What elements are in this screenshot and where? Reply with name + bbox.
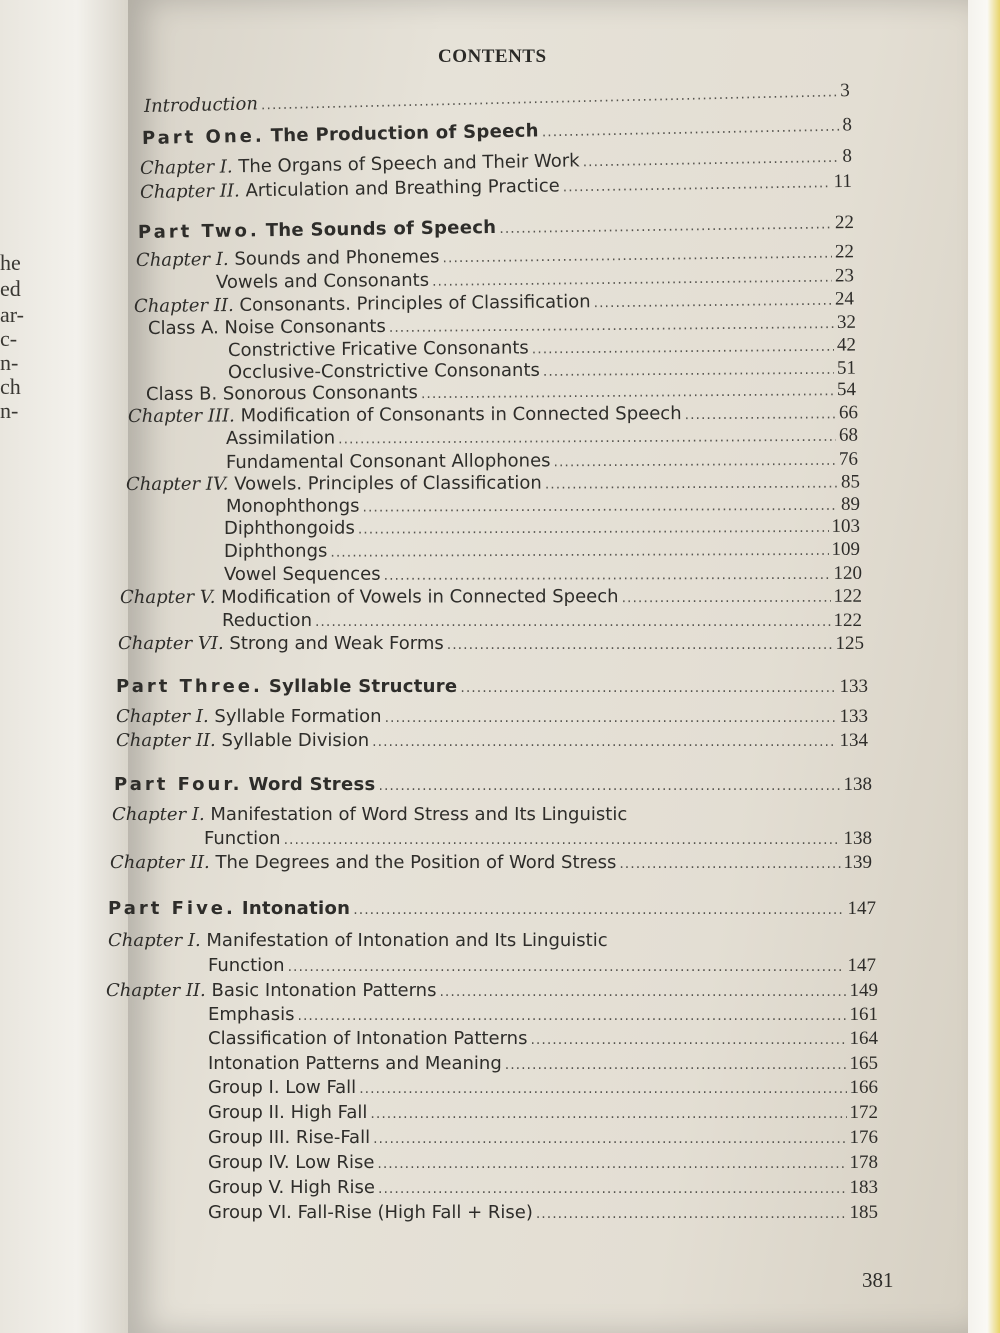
part-prefix: Part Three.: [116, 676, 263, 697]
entry-title: Vowels. Principles of Classification: [234, 472, 542, 495]
toc-entry-section: [208, 1102, 878, 1126]
entry-title: Basic Intonation Patterns: [211, 980, 437, 1001]
toc-entry-chapter: [116, 706, 868, 730]
leader-dots: [315, 614, 831, 630]
left-page-fragment: ed: [0, 276, 21, 301]
toc-entry-section: [208, 1053, 878, 1077]
leader-dots: [385, 710, 837, 726]
entry-title: Group VI. Fall-Rise (High Fall + Rise): [208, 1202, 533, 1223]
leader-dots: [298, 1008, 847, 1024]
entry-title: Reduction: [222, 610, 312, 631]
entry-title: Group II. High Fall: [208, 1102, 368, 1123]
toc-entry-section: [208, 1177, 878, 1201]
entry-title: Group V. High Rise: [208, 1177, 376, 1198]
entry-title: Class A. Noise Consonants: [147, 315, 386, 339]
page-number: 165: [849, 1053, 878, 1074]
page-number: 133: [839, 706, 868, 727]
toc-entry-section: [222, 610, 862, 634]
leader-dots: [284, 832, 841, 848]
page-number: 85: [840, 471, 861, 493]
toc-entry-chapter: [112, 804, 872, 828]
entry-title: The Degrees and the Position of Word Stress: [215, 852, 617, 873]
chapter-prefix: Chapter I.: [139, 156, 233, 179]
leader-dots: [622, 590, 831, 606]
entry-title: Vowel Sequences: [223, 563, 381, 585]
leader-dots: [330, 543, 828, 561]
page-number: 164: [849, 1028, 878, 1049]
toc-entry-chapter: [108, 930, 876, 954]
page-number: 161: [849, 1004, 878, 1025]
leader-dots: [447, 637, 833, 653]
page-number: 8: [842, 145, 853, 167]
page-number: 147: [847, 898, 876, 919]
toc-entry-section: [224, 516, 860, 542]
entry-title: Syllable Division: [221, 730, 370, 751]
chapter-prefix: Chapter II.: [116, 730, 216, 751]
entry-title: Vowels and Consonants: [215, 269, 430, 293]
part-prefix: Part Two.: [137, 220, 260, 243]
toc-entry-chapter: [106, 980, 878, 1004]
leader-dots: [543, 362, 834, 380]
chapter-prefix: Chapter I.: [116, 706, 209, 727]
leader-dots: [379, 778, 841, 794]
page-number: 166: [849, 1077, 878, 1098]
page-number: 122: [833, 585, 863, 607]
page-number: 138: [843, 828, 872, 849]
leader-dots: [439, 984, 846, 1000]
page-number: 68: [838, 424, 859, 446]
toc-entry-part-five: [108, 898, 876, 922]
chapter-prefix: Chapter II.: [133, 294, 234, 317]
page-number: 120: [833, 562, 863, 584]
toc-entry-chapter: [120, 586, 862, 611]
page-number-footer: 381: [862, 1268, 894, 1292]
page-number: 11: [833, 170, 853, 193]
left-page-fragment: n-: [0, 398, 19, 423]
page-number: 149: [849, 980, 878, 1001]
left-page-fragment: c-: [0, 326, 18, 351]
entry-title: Constrictive Fricative Consonants: [227, 337, 529, 361]
toc-entry-chapter: [110, 852, 872, 876]
leader-dots: [389, 316, 834, 336]
page-number: 109: [831, 538, 861, 560]
page-title: CONTENTS: [438, 46, 547, 67]
leader-dots: [530, 1032, 846, 1048]
leader-dots: [359, 1081, 846, 1097]
page-number: 139: [843, 852, 872, 873]
left-page-fragment: n-: [0, 350, 19, 375]
page-number: 32: [836, 311, 857, 333]
entry-title: Group III. Rise-Fall: [208, 1127, 371, 1148]
page-edge: [968, 0, 1000, 1333]
page-number: 23: [834, 265, 855, 287]
toc-entry-section: [204, 828, 872, 852]
leader-dots: [288, 959, 845, 975]
left-page-fragment: he: [0, 250, 21, 275]
entry-title: Classification of Intonation Patterns: [208, 1028, 528, 1049]
entry-title: The Production of Speech: [270, 120, 539, 147]
chapter-prefix: Chapter III.: [127, 405, 235, 427]
leader-dots: [384, 567, 831, 584]
toc-entry-section: [208, 1004, 878, 1028]
page-number: 8: [842, 114, 853, 136]
entry-title: Function: [204, 828, 281, 849]
page-number: 176: [849, 1127, 878, 1148]
leader-dots: [582, 150, 839, 170]
toc-entry-part-three: [116, 676, 868, 700]
entry-title: Monophthongs: [225, 495, 360, 517]
chapter-prefix: Chapter VI.: [118, 633, 224, 654]
leader-dots: [553, 453, 836, 470]
toc-entry-chapter: [116, 730, 868, 754]
leader-dots: [353, 902, 844, 918]
leader-dots: [563, 175, 831, 195]
chapter-prefix: Chapter V.: [119, 586, 216, 608]
entry-title: Diphthongoids: [223, 517, 355, 539]
leader-dots: [362, 498, 838, 516]
leader-dots: [421, 383, 834, 402]
entry-title: Syllable Structure: [268, 676, 458, 697]
page-number: 51: [836, 357, 857, 379]
toc-entry-section: [208, 1077, 878, 1101]
entry-title: Intonation: [241, 898, 351, 919]
entry-title: The Organs of Speech and Their Work: [238, 150, 580, 178]
page-number: 133: [839, 676, 868, 697]
leader-dots: [594, 293, 833, 311]
leader-dots: [358, 520, 829, 538]
entry-title: Syllable Formation: [214, 706, 382, 727]
chapter-prefix: Chapter II.: [106, 980, 206, 1001]
chapter-prefix: Chapter I.: [135, 248, 229, 271]
chapter-prefix: Chapter I.: [108, 930, 201, 951]
toc-entry-section: [208, 1152, 878, 1176]
leader-dots: [460, 680, 836, 696]
leader-dots: [536, 1206, 847, 1222]
page-number: 147: [847, 955, 876, 976]
chapter-prefix: Chapter II.: [139, 180, 240, 203]
entry-title: Assimilation: [225, 427, 336, 449]
page-number: 76: [838, 448, 859, 470]
left-page-fragment: ar-: [0, 302, 24, 327]
entry-title: Consonants. Principles of Classification: [239, 291, 591, 316]
entry-title: Function: [208, 955, 285, 976]
entry-title: Modification of Vowels in Connected Speech: [221, 586, 619, 608]
part-prefix: Part Five.: [108, 898, 236, 919]
chapter-prefix: Chapter IV.: [125, 473, 229, 495]
page-number: 24: [834, 288, 855, 310]
entry-title: Word Stress: [248, 774, 376, 795]
entry-title: Group I. Low Fall: [208, 1077, 357, 1098]
page-number: 172: [849, 1102, 878, 1123]
leader-dots: [499, 216, 832, 237]
leader-dots: [377, 1156, 846, 1172]
entry-title: Intonation Patterns and Meaning: [208, 1053, 502, 1074]
page-number: 3: [840, 79, 851, 102]
leader-dots: [373, 1131, 846, 1147]
entry-title: Modification of Consonants in Connected Speech: [240, 403, 682, 427]
leader-dots: [378, 1181, 846, 1197]
entry-title: Occlusive-Constrictive Consonants: [227, 359, 540, 383]
page-number: 122: [833, 610, 862, 631]
entry-title: Introduction: [143, 93, 259, 117]
entry-title: Sounds and Phonemes: [234, 246, 440, 270]
leader-dots: [442, 245, 832, 266]
leader-dots: [619, 856, 840, 872]
page-number: 22: [834, 241, 855, 263]
toc-entry-section: [224, 563, 862, 588]
entry-title: Diphthongs: [223, 540, 328, 562]
toc-entry-section: [208, 955, 876, 979]
part-prefix: Part Four.: [114, 774, 243, 795]
chapter-prefix: Chapter II.: [110, 852, 210, 873]
toc-entry-part-four: [114, 774, 872, 798]
toc-entry-section: [226, 425, 858, 452]
leader-dots: [372, 734, 836, 750]
left-page: [0, 0, 128, 1333]
chapter-prefix: Chapter I.: [112, 804, 205, 825]
entry-title: Strong and Weak Forms: [229, 633, 444, 654]
page-number: 42: [836, 334, 857, 356]
leader-dots: [685, 406, 836, 423]
page-number: 183: [849, 1177, 878, 1198]
entry-title: The Sounds of Speech: [265, 216, 497, 242]
entry-title: Emphasis: [208, 1004, 295, 1025]
entry-title: Manifestation of Intonation and Its Linguistic: [206, 930, 608, 951]
page-number: 54: [836, 379, 857, 401]
left-page-fragment: ch: [0, 374, 21, 399]
entry-title: Fundamental Consonant Allophones: [225, 450, 551, 473]
page-number: 134: [839, 730, 868, 751]
entry-title: Class B. Sonorous Consonants: [145, 382, 418, 405]
page-number: 66: [838, 402, 859, 424]
toc-entry-section: [208, 1028, 878, 1052]
leader-dots: [505, 1057, 847, 1073]
part-prefix: Part One.: [141, 125, 265, 149]
toc-entry-section: [224, 539, 860, 565]
toc-entry-chapter: [118, 633, 864, 657]
page-number: 89: [840, 493, 861, 515]
page-number: 103: [831, 515, 861, 537]
toc-entry-section: [208, 1127, 878, 1151]
leader-dots: [370, 1106, 846, 1122]
entry-title: Group IV. Low Rise: [208, 1152, 375, 1173]
leader-dots: [545, 476, 838, 493]
page-number: 178: [849, 1152, 878, 1173]
entry-title: Articulation and Breathing Practice: [245, 175, 560, 202]
entry-title: Manifestation of Word Stress and Its Linguistic: [210, 804, 628, 825]
page-number: 22: [834, 212, 855, 234]
leader-dots: [338, 429, 836, 448]
toc-entry-section: [208, 1202, 878, 1226]
page-number: 138: [843, 774, 872, 795]
leader-dots: [532, 339, 834, 358]
page-number: 125: [835, 633, 864, 654]
leader-dots: [542, 119, 840, 141]
page-number: 185: [849, 1202, 878, 1223]
leader-dots: [432, 270, 832, 290]
